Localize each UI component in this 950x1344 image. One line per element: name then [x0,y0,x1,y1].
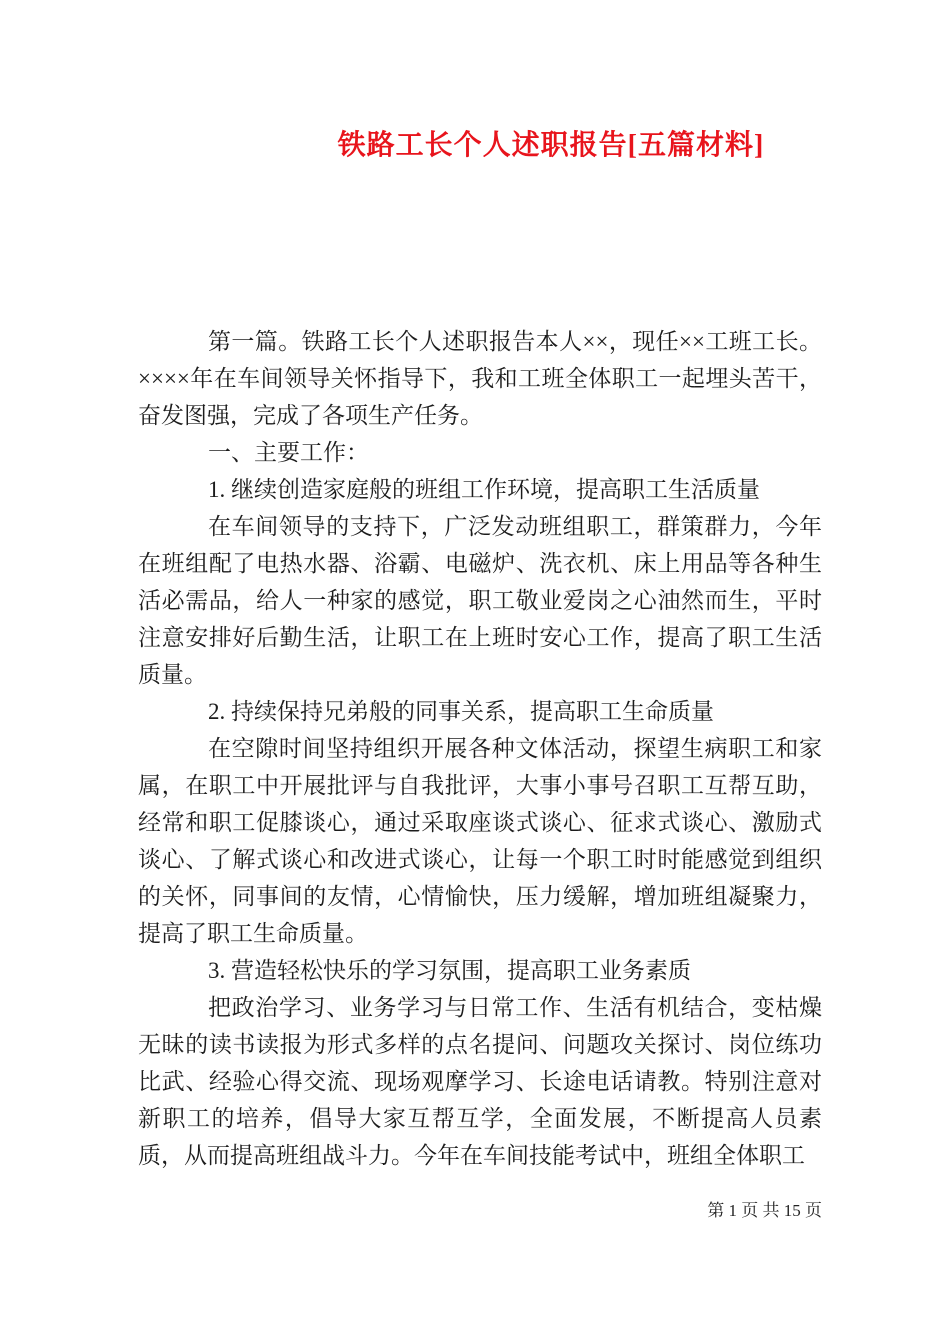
page-footer [707,1199,822,1223]
document-body [138,323,822,1174]
paragraph: 在空隙时间坚持组织开展各种文体活动，探望生病职工和家属，在职工中开展批评与自我批评，大事小事号召职工互帮互助，经常和职工促膝谈心，通过采取座谈式谈心、征求式谈心、激励式谈心、了解式谈心和改进式谈心，让每一个职工时时能感觉到组织的关怀，同事间的友情，心情愉快，压力缓解，增加班组凝聚力，提高了职工生命质量。 [138,736,822,946]
page-number-label: 第 1 页 共 15 页 [707,1201,822,1220]
paragraph: 一、主要工作： [208,440,369,465]
paragraph: 在车间领导的支持下，广泛发动班组职工，群策群力，今年在班组配了电热水器、浴霸、电磁炉、洗衣机、床上用品等各种生活必需品，给人一种家的感觉，职工敬业爱岗之心油然而生，平时注意安排好后勤生活，让职工在上班时安心工作，提高了职工生活质量。 [138,514,822,687]
paragraph: 把政治学习、业务学习与日常工作、生活有机结合，变枯燥无昧的读书读报为形式多样的点名提问、问题攻关探讨、岗位练功比武、经验心得交流、现场观摩学习、长途电话请教。特别注意对新职工的培养，倡导大家互帮互学，全面发展，不断提高人员素质，从而提高班组战斗力。今年在车间技能考试中，班组全体职工 [138,995,822,1168]
paragraph: 3. 营造轻松快乐的学习氛围，提高职工业务素质 [208,958,691,983]
paragraph: 2. 持续保持兄弟般的同事关系，提高职工生命质量 [208,699,714,724]
paragraph: 第一篇。铁路工长个人述职报告本人××，现任××工班工长。××××年在车间领导关怀指导下，我和工班全体职工一起埋头苦干，奋发图强，完成了各项生产任务。 [138,329,822,428]
paragraph: 1. 继续创造家庭般的班组工作环境，提高职工生活质量 [208,477,760,502]
document-title: 铁路工长个人述职报告[五篇材料] [337,130,765,161]
